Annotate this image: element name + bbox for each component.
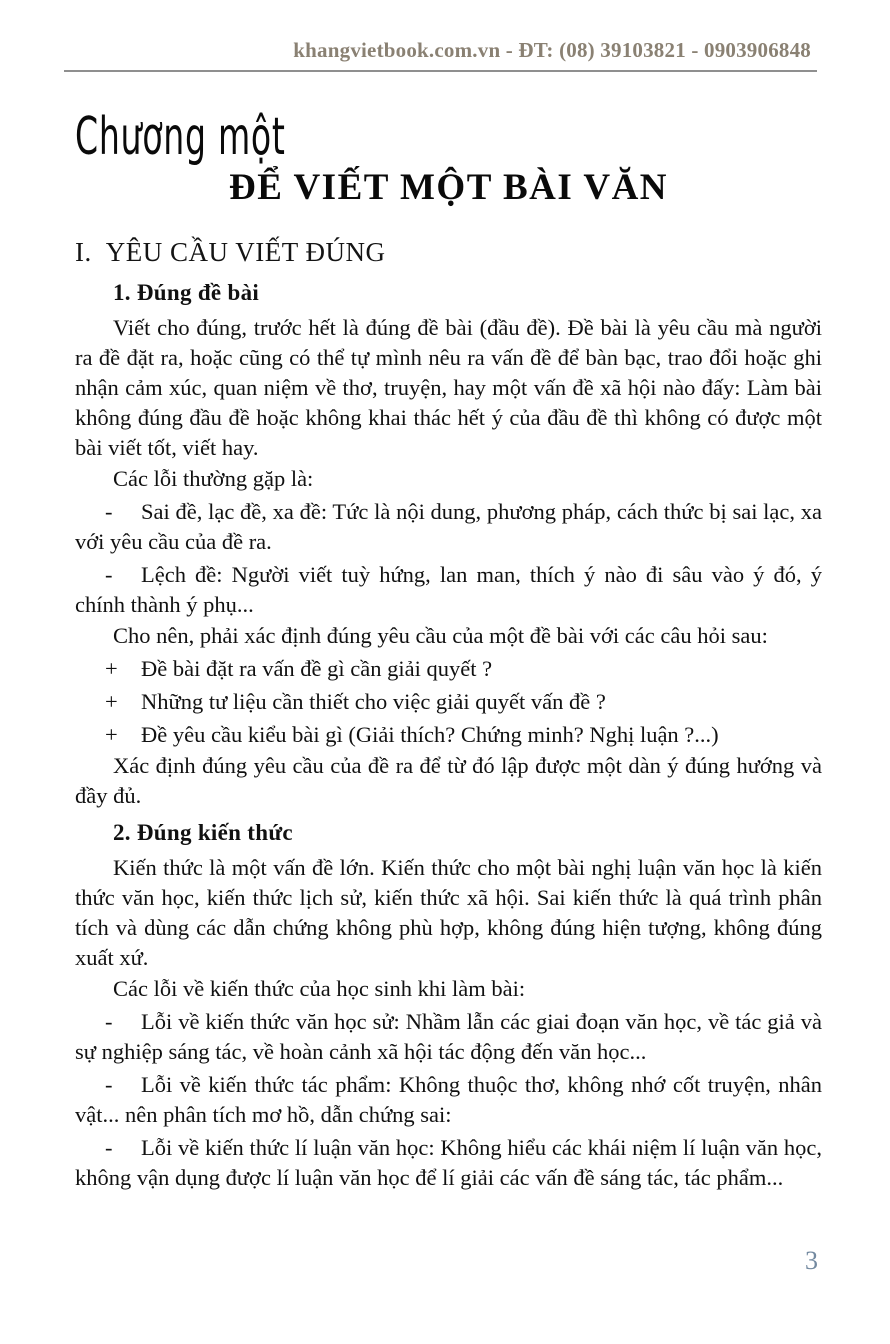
- list-item: - Lệch đề: Người viết tuỳ hứng, lan man, thích ý nào đi sâu vào ý đó, ý chính thành ý phụ...: [75, 562, 822, 617]
- page-number: 3: [805, 1246, 818, 1275]
- subsection-heading: 2. Đúng kiến thức: [113, 820, 293, 845]
- paragraph: Viết cho đúng, trước hết là đúng đề bài (đầu đề). Đề bài là yêu cầu mà người ra đề đặt ra, hoặc cũng có thể tự mình nêu ra vấn đề để bàn bạc, trao đổi hoặc ghi nhận cảm xúc, quan niệm về thơ, truyện, hay một vấn đề xã hội nào đấy: Làm bài không đúng đầu đề hoặc không khai thác hết ý của đầu đề thì không có được một bài viết tốt, viết hay.: [75, 315, 822, 460]
- list-item: - Lỗi về kiến thức lí luận văn học: Không hiểu các khái niệm lí luận văn học, không vận dụng được lí luận văn học để lí giải các vấn đề sáng tác, tác phẩm...: [75, 1135, 822, 1190]
- section-number: I.: [75, 237, 92, 267]
- chapter-title: ĐỂ VIẾT MỘT BÀI VĂN: [228, 167, 669, 208]
- running-header: khangvietbook.com.vn - ĐT: (08) 39103821 - 0903906848: [64, 38, 817, 72]
- list-item: + Đề yêu cầu kiểu bài gì (Giải thích? Chứng minh? Nghị luận ?...): [75, 720, 822, 750]
- list-marker: -: [105, 499, 113, 524]
- section-title: YÊU CẦU VIẾT ĐÚNG: [105, 237, 386, 267]
- list-marker: +: [105, 689, 118, 714]
- chapter-label: Chương một: [75, 106, 286, 167]
- list-item: - Lỗi về kiến thức văn học sử: Nhầm lẫn các giai đoạn văn học, về tác giả và sự nghiệp sáng tác, về hoàn cảnh xã hội tác động đến văn học...: [75, 1009, 822, 1064]
- paragraph: Các lỗi về kiến thức của học sinh khi làm bài:: [113, 976, 526, 1001]
- list-marker: +: [105, 656, 118, 681]
- list-item: - Lỗi về kiến thức tác phẩm: Không thuộc thơ, không nhớ cốt truyện, nhân vật... nên phân tích mơ hồ, dẫn chứng sai:: [75, 1072, 822, 1127]
- paragraph: Các lỗi thường gặp là:: [113, 466, 314, 491]
- paragraph: Xác định đúng yêu cầu của đề ra để từ đó lập được một dàn ý đúng hướng và đầy đủ.: [75, 753, 822, 808]
- paragraph: Cho nên, phải xác định đúng yêu cầu của một đề bài với các câu hỏi sau:: [113, 623, 768, 648]
- list-item: + Đề bài đặt ra vấn đề gì cần giải quyết ?: [75, 654, 822, 684]
- list-marker: -: [105, 1135, 113, 1160]
- list-item: - Sai đề, lạc đề, xa đề: Tức là nội dung, phương pháp, cách thức bị sai lạc, xa với yêu cầu của đề ra.: [75, 499, 822, 554]
- list-marker: +: [105, 722, 118, 747]
- subsection-heading: 1. Đúng đề bài: [113, 280, 260, 305]
- content-blocks: [75, 278, 822, 1193]
- paragraph: Kiến thức là một vấn đề lớn. Kiến thức cho một bài nghị luận văn học là kiến thức văn học, kiến thức lịch sử, kiến thức xã hội. Sai kiến thức là quá trình phân tích và dùng các dẫn chứng không phù hợp, không đúng hiện tượng, không đúng xuất xứ.: [75, 855, 822, 970]
- list-marker: -: [105, 562, 113, 587]
- section-heading: [75, 237, 822, 268]
- list-marker: -: [105, 1009, 113, 1034]
- list-marker: -: [105, 1072, 113, 1097]
- list-item: + Những tư liệu cần thiết cho việc giải quyết vấn đề ?: [75, 687, 822, 717]
